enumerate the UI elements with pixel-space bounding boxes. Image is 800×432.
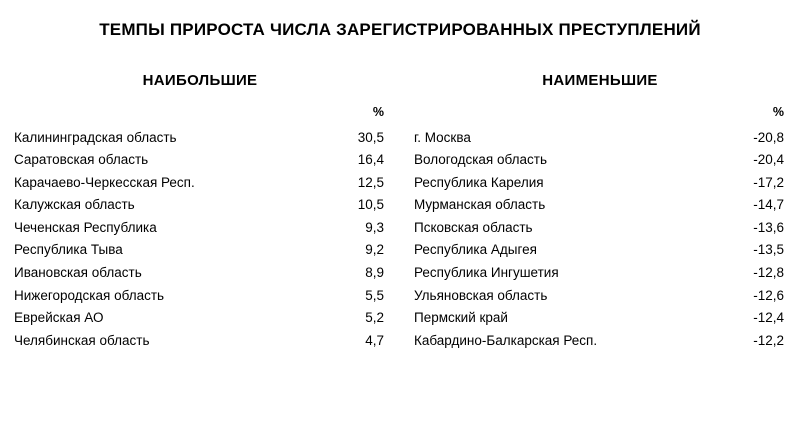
region-name: г. Москва [414,129,471,145]
table-row [14,171,386,194]
table-row [414,194,786,217]
region-value: -12,6 [753,287,784,303]
region-name: Челябинская область [14,332,150,348]
region-name: Псковская область [414,219,533,235]
column-largest [14,72,400,351]
table-row [414,171,786,194]
region-name: Республика Адыгея [414,242,537,258]
region-name: Кабардино-Балкарская Респ. [414,332,598,348]
table-row [14,284,386,307]
region-value: 5,5 [365,287,384,303]
region-value: 5,2 [365,310,384,326]
region-name: Еврейская АО [14,310,104,326]
table-row [414,284,786,307]
region-value: -13,5 [753,242,784,258]
table-row [14,216,386,239]
table-row [414,216,786,239]
table-largest-head [14,105,386,126]
table-row [414,307,786,330]
region-name: Саратовская область [14,152,149,168]
region-name: Калининградская область [14,129,177,145]
table-smallest-body [414,126,786,351]
region-name: Республика Карелия [414,174,544,190]
table-largest-body [14,126,386,351]
region-value: -12,8 [753,264,784,280]
region-name: Карачаево-Черкесская Респ. [14,174,195,190]
table-row [14,307,386,330]
region-value: -14,7 [753,197,784,213]
region-name: Чеченская Республика [14,219,157,235]
region-value: 16,4 [357,152,384,168]
region-name: Республика Тыва [14,242,123,258]
table-row [14,126,386,149]
table-row [414,149,786,172]
column-smallest [400,72,786,351]
region-value: 12,5 [357,174,384,190]
region-name: Калужская область [14,197,135,213]
region-value: 9,2 [365,242,384,258]
document-page [0,20,800,432]
page-title: ТЕМПЫ ПРИРОСТА ЧИСЛА ЗАРЕГИСТРИРОВАННЫХ ПРЕСТУПЛЕНИЙ [99,20,701,39]
table-row [414,126,786,149]
table-row [14,239,386,262]
table-smallest-name-header [414,105,730,126]
region-name: Ульяновская область [414,287,548,303]
region-name: Нижегородская область [14,287,165,303]
region-name: Ивановская область [14,264,142,280]
region-value: 9,3 [365,219,384,235]
two-column-layout [0,72,800,351]
table-largest-name-header [14,105,336,126]
table-row [14,261,386,284]
table-row [414,239,786,262]
table-header-row [14,105,386,126]
table-largest [14,105,386,351]
region-value: -17,2 [753,174,784,190]
region-name: Пермский край [414,310,508,326]
table-row [414,261,786,284]
region-name: Республика Ингушетия [414,264,559,280]
region-value: -13,6 [753,219,784,235]
region-value: 4,7 [365,332,384,348]
table-row [414,329,786,352]
region-name: Вологодская область [414,152,547,168]
region-value: -20,4 [753,152,784,168]
table-row [14,149,386,172]
table-row [14,329,386,352]
column-smallest-heading: НАИМЕНЬШИЕ [542,72,658,90]
column-largest-heading: НАИБОЛЬШИЕ [142,72,258,90]
table-smallest [414,105,786,351]
region-name: Мурманская область [414,197,546,213]
table-row [14,194,386,217]
region-value: 10,5 [357,197,384,213]
table-smallest-unit-header: % [772,105,784,120]
region-value: -20,8 [753,129,784,145]
table-header-row [414,105,786,126]
region-value: 8,9 [365,264,384,280]
region-value: -12,4 [753,310,784,326]
table-largest-unit-header: % [372,105,384,120]
region-value: 30,5 [357,129,384,145]
table-smallest-head [414,105,786,126]
region-value: -12,2 [753,332,784,348]
